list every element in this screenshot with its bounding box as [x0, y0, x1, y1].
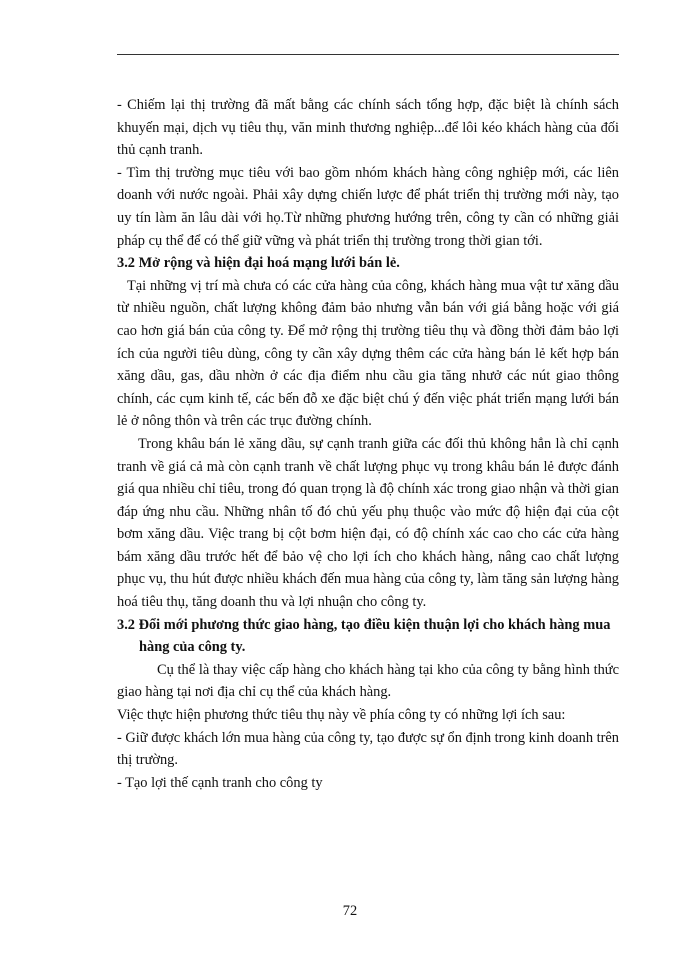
paragraph-retail-expansion: Tại những vị trí mà chưa có các cửa hàng của công, khách hàng mua vật tư xăng dầu từ nhiều nguồn, chất lượng không đảm bảo nhưng vẫn bán với giá bằng hoặc với giá cao hơn giá bán của công ty. Để mở rộng thị trường tiêu thụ và đồng thời đảm bảo lợi ích của người tiêu dùng, công ty cần xây dựng thêm các cửa hàng bán lẻ kết hợp bán xăng dầu, gas, dầu nhờn ở các địa điểm nhu cầu gia tăng nhưở các nút giao thông chính, các cụm kinh tế, các bến đỗ xe đặc biệt chú ý đến việc phát triển mạng lưới bán lẻ ở nông thôn và trên các trục đường chính. [117, 277, 619, 430]
bullet-competitive-advantage: - Tạo lợi thế cạnh tranh cho công ty [117, 774, 323, 791]
page-number: 72 [342, 903, 358, 919]
paragraph-retail-competition: Trong khâu bán lẻ xăng dầu, sự cạnh tranh giữa các đối thủ không hẳn là chỉ cạnh tranh về giá cả mà còn cạnh tranh về chất lượng phục vụ trong khâu bán lẻ được đánh giá qua nhiều chỉ tiêu, trong đó quan trọng là độ chính xác trong giao nhận và thời gian đáp ứng nhu cầu. Những nhân tố đó chủ yếu phụ thuộc vào mức độ hiện đại của cột bơm xăng dầu. Việc trang bị cột bơm hiện đại, có độ chính xác cao cho các cửa hàng bám xăng dầu trước hết để bảo vệ cho lợi ích cho khách hàng, nâng cao chất lượng phục vụ, thu hút được nhiều khách đến mua hàng của công ty, làm tăng sản lượng hàng hoá tiêu thụ, tăng doanh thu và lợi nhuận cho công ty. [117, 435, 619, 611]
bullet-reclaim-market: - Chiếm lại thị trường đã mất bằng các chính sách tổng hợp, đặc biệt là chính sách khuyến mại, dịch vụ tiêu thụ, văn minh thương nghiệp...để lôi kéo khách hàng của đối thủ cạnh tranh. [117, 97, 619, 159]
bullet-keep-large-customers: - Giữ được khách lớn mua hàng của công ty, tạo được sự ổn định trong kinh doanh trên thị trường. [117, 729, 619, 769]
bullet-find-target-market: - Tìm thị trường mục tiêu với bao gồm nhóm khách hàng công nghiệp mới, các liên doanh với nước ngoài. Phải xây dựng chiến lược để phát triển thị trường mới này, tạo uy tín làm ăn lâu dài với họ.Từ những phương hướng trên, công ty cần có những giải pháp cụ thể để có thể giữ vững và phát triển thị trường trong thời gian tới. [117, 164, 619, 249]
document-body [117, 94, 619, 794]
paragraph-benefits-intro: Việc thực hiện phương thức tiêu thụ này về phía công ty có những lợi ích sau: [117, 707, 566, 724]
section-heading-delivery-method: 3.2 Đổi mới phương thức giao hàng, tạo điều kiện thuận lợi cho khách hàng mua hàng của công ty. [117, 616, 611, 656]
header-rule [117, 54, 619, 55]
paragraph-delivery-detail: Cụ thể là thay việc cấp hàng cho khách hàng tại kho của công ty bằng hình thức giao hàng tại nơi địa chỉ cụ thể của khách hàng. [117, 661, 619, 701]
section-heading-retail-network: 3.2 Mở rộng và hiện đại hoá mạng lưới bán lẻ. [117, 255, 400, 272]
